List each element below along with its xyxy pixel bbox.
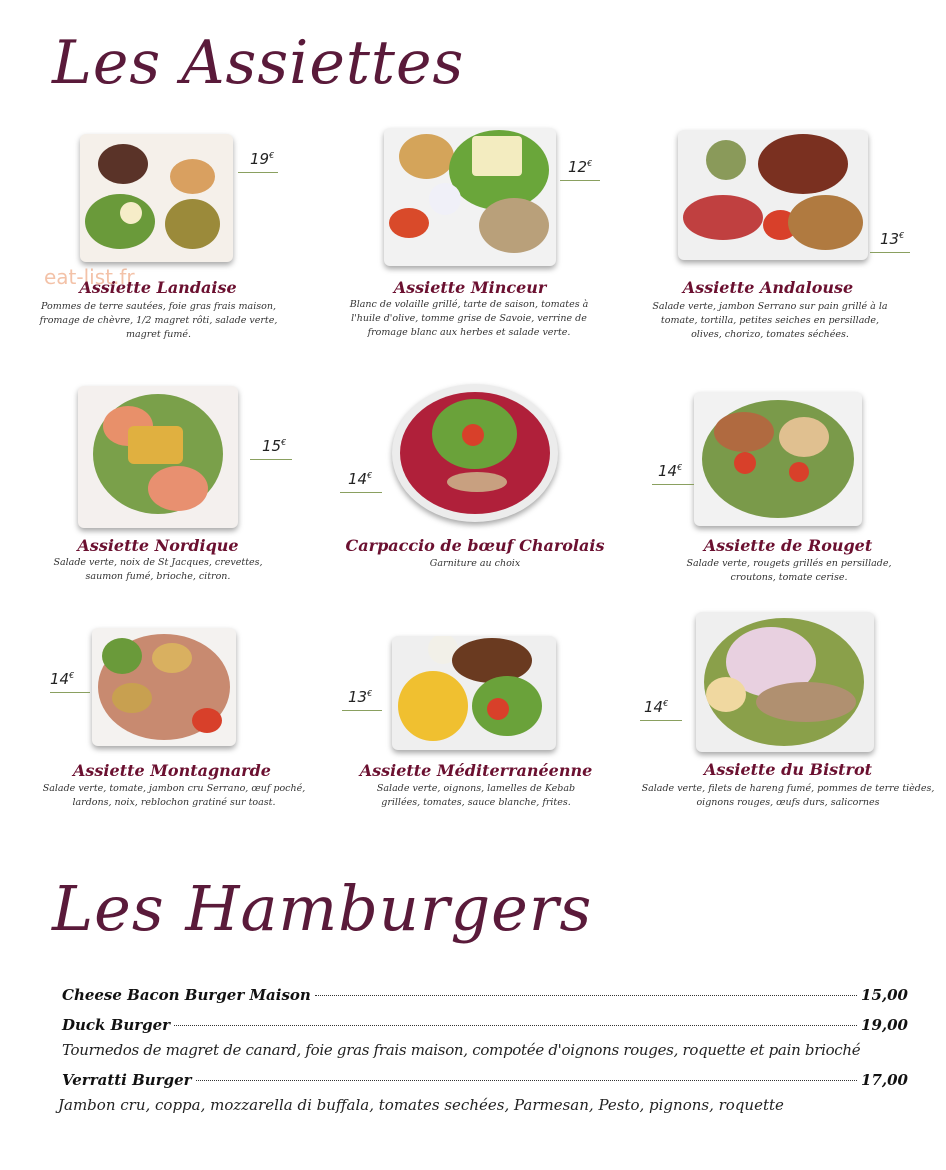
dish-description: Blanc de volaille grillé, tarte de saison, tomates à l'huile d'olive, tomme grise de Savoie, verrine de fromage blanc aux herbes et salade verte.	[349, 299, 589, 338]
burger-description: Jambon cru, coppa, mozzarella di buffala, tomates sechées, Parmesan, Pesto, pignons, roquette	[58, 1096, 784, 1114]
dish-photo	[92, 628, 236, 746]
burger-name: Verratti Burger	[62, 1071, 192, 1089]
dish-photo	[78, 386, 238, 528]
burger-price: 19,00	[861, 1016, 908, 1034]
burger-price: 15,00	[861, 986, 908, 1004]
dish-photo	[392, 636, 556, 750]
burger-item	[62, 1071, 908, 1089]
dish-photo	[392, 384, 558, 522]
dish-name: Assiette Montagnarde	[73, 761, 271, 780]
price-underline	[560, 180, 600, 181]
price-underline	[250, 459, 292, 460]
section-title-assiettes: Les Assiettes	[52, 28, 465, 98]
burger-name: Cheese Bacon Burger Maison	[62, 986, 311, 1004]
dish-price: 14€	[658, 462, 683, 480]
dish-description: Salade verte, jambon Serrano sur pain grillé à la tomate, tortilla, petites seiches en persillade, olives, chorizo, tomates séchées.	[652, 301, 888, 340]
price-underline	[870, 252, 910, 253]
dish-description: Salade verte, filets de hareng fumé, pommes de terre tièdes, oignons rouges, œufs durs, salicornes	[641, 783, 935, 808]
burger-item	[62, 986, 908, 1004]
dish-description: Pommes de terre sautées, foie gras frais maison, fromage de chèvre, 1/2 magret rôti, salade verte, magret fumé.	[39, 301, 278, 340]
dish-name: Assiette Méditerranéenne	[359, 761, 593, 780]
dot-leader	[174, 1025, 857, 1026]
price-underline	[652, 484, 694, 485]
dish-name: Assiette Minceur	[393, 278, 547, 297]
dish-price: 13€	[348, 688, 373, 706]
dish-name: Assiette de Rouget	[703, 536, 873, 555]
dish-price: 14€	[50, 670, 75, 688]
price-underline	[50, 692, 90, 693]
price-underline	[238, 172, 278, 173]
dish-price: 12€	[568, 158, 593, 176]
dish-price: 15€	[262, 437, 287, 455]
dish-description: Salade verte, rougets grillés en persillade, croutons, tomate cerise.	[686, 558, 892, 583]
dish-description: Salade verte, tomate, jambon cru Serrano, œuf poché, lardons, noix, reblochon gratiné sur toast.	[42, 783, 306, 808]
dish-photo	[678, 130, 868, 260]
dish-photo	[694, 392, 862, 526]
dot-leader	[315, 995, 857, 996]
dish-photo	[80, 134, 233, 262]
dish-price: 14€	[348, 470, 373, 488]
watermark: eat-list.fr	[44, 265, 135, 289]
dish-photo	[696, 612, 874, 752]
price-underline	[640, 720, 682, 721]
price-underline	[340, 492, 382, 493]
dish-description: Salade verte, noix de St Jacques, crevettes, saumon fumé, brioche, citron.	[53, 557, 263, 582]
dish-description: Salade verte, oignons, lamelles de Kebab grillées, tomates, sauce blanche, frites.	[376, 783, 576, 808]
dot-leader	[196, 1080, 857, 1081]
dish-price: 14€	[644, 698, 669, 716]
burger-description: Tournedos de magret de canard, foie gras frais maison, compotée d'oignons rouges, roquette et pain brioché	[62, 1041, 861, 1059]
price-underline	[342, 710, 382, 711]
burger-name: Duck Burger	[62, 1016, 171, 1034]
section-title-hamburgers: Les Hamburgers	[52, 872, 593, 945]
dish-description: Garniture au choix	[429, 558, 521, 569]
dish-photo	[384, 128, 556, 266]
burger-price: 17,00	[861, 1071, 908, 1089]
dish-name: Carpaccio de bœuf Charolais	[345, 536, 605, 555]
dish-name: Assiette Nordique	[77, 536, 239, 555]
dish-name: Assiette Landaise	[79, 278, 237, 297]
dish-name: Assiette du Bistrot	[703, 760, 873, 779]
dish-name: Assiette Andalouse	[682, 278, 854, 297]
burger-item	[62, 1016, 908, 1034]
dish-price: 13€	[880, 230, 905, 248]
dish-price: 19€	[250, 150, 275, 168]
